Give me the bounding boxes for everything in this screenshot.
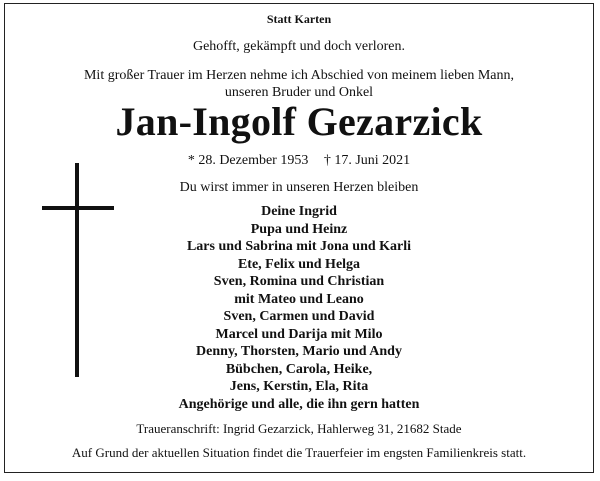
mourner-line: Ete, Felix und Helga — [237, 256, 361, 272]
mourner-line: Denny, Thorsten, Mario und Andy — [196, 344, 402, 359]
obituary-notice — [4, 3, 594, 473]
condolence-address: Traueranschrift: Ingrid Gezarzick, Hahlerweg 31, 21682 Stade — [136, 421, 462, 436]
mourner-line: Marcel und Darija mit Milo — [215, 326, 383, 342]
intro-line-1: Mit großer Trauer im Herzen nehme ich Abschied von meinem lieben Mann, — [83, 68, 514, 83]
mourners-list — [5, 203, 593, 413]
motto: Gehofft, gekämpft und doch verloren. — [192, 39, 405, 54]
mourner-line: Pupa und Heinz — [250, 221, 348, 237]
mourner-line: Angehörige und alle, die ihn gern hatten — [178, 396, 420, 412]
mourner-line: Bübchen, Carola, Heike, — [225, 361, 373, 377]
mourner-line: Sven, Carmen und David — [223, 309, 375, 324]
mourner-line: Lars und Sabrina mit Jona und Karli — [186, 239, 412, 254]
birth-date: * 28. Dezember 1953 — [187, 153, 309, 168]
intro-line-2: unseren Bruder und Onkel — [224, 85, 374, 100]
mourner-line: mit Mateo und Leano — [234, 291, 364, 307]
death-date: † 17. Juni 2021 — [323, 153, 411, 168]
mourner-line: Sven, Romina und Christian — [213, 274, 385, 289]
deceased-name: Jan-Ingolf Gezarzick — [115, 99, 483, 144]
mourner-line: Deine Ingrid — [261, 204, 337, 219]
funeral-note: Auf Grund der aktuellen Situation findet die Trauerfeier im engsten Familienkreis statt. — [71, 445, 527, 460]
header-statt-karten: Statt Karten — [266, 12, 332, 26]
mourner-line: Jens, Kerstin, Ela, Rita — [229, 379, 369, 394]
memory-line: Du wirst immer in unseren Herzen bleiben — [179, 180, 419, 195]
